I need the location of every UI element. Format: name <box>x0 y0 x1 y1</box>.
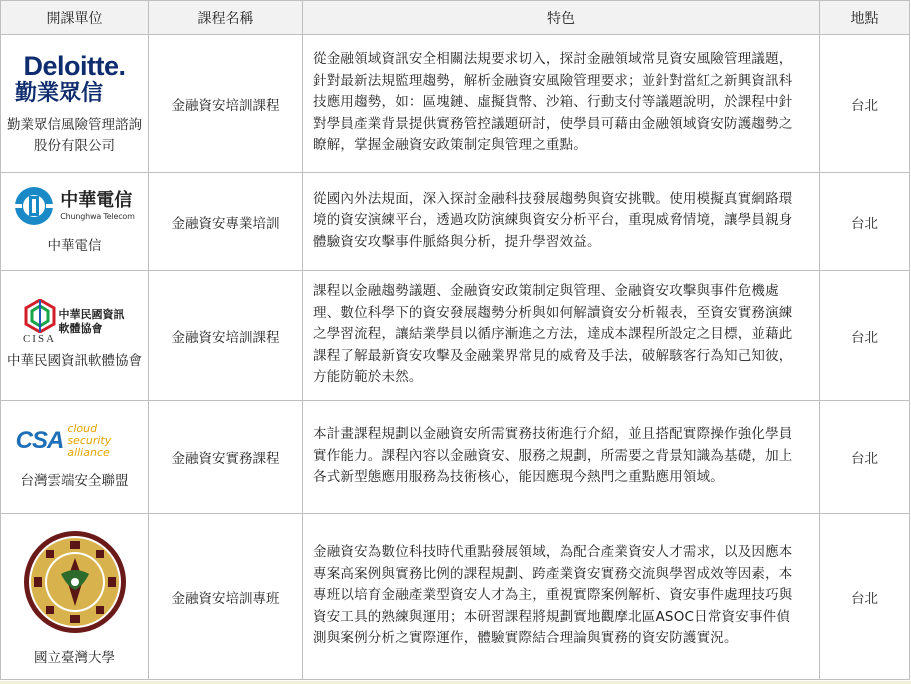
org-name: 勤業眾信風險管理諮詢股份有限公司 <box>7 116 142 154</box>
csa-wordmark: CSA <box>15 426 64 454</box>
org-name: 國立臺灣大學 <box>34 650 115 666</box>
deloitte-wordmark: Deloitte. <box>23 50 126 81</box>
csa-subtext: cloud security alliance <box>67 421 112 459</box>
location: 台北 <box>820 514 910 680</box>
course-name: 金融資安專業培訓 <box>149 173 303 271</box>
org-cell <box>1 35 149 173</box>
ntu-seal-icon <box>23 530 127 634</box>
course-name: 金融資安實務課程 <box>149 401 303 514</box>
table-row <box>1 173 910 271</box>
chunghwa-telecom-icon <box>14 186 54 226</box>
org-cell <box>1 514 149 680</box>
org-name: 中華民國資訊軟體協會 <box>7 353 142 369</box>
location: 台北 <box>820 173 910 271</box>
location: 台北 <box>820 35 910 173</box>
table-row <box>1 35 910 173</box>
org-name: 中華電信 <box>47 238 102 254</box>
csa-logo <box>1 423 148 459</box>
course-name: 金融資安培訓專班 <box>149 514 303 680</box>
location: 台北 <box>820 271 910 401</box>
deloitte-logo <box>1 51 148 107</box>
feature-text: 課程以金融趨勢議題、金融資安政策制定與管理、金融資安攻擊與事件危機處理、數位科學下的資安發展趨勢分析與如何解讀資安分析報表，至資安實務演練之學習流程，讓結業學員以循序漸進之方法，達成本課程所設定之目標，並藉此課程了解最新資安攻擊及金融業界常見的威脅及手法，破解駭客行為知己知彼，方能防範於未然。 <box>303 271 820 401</box>
org-cell <box>1 271 149 401</box>
chunghwa-wordmark: 中華電信 <box>60 190 133 211</box>
feature-text: 本計畫課程規劃以金融資安所需實務技術進行介紹，並且搭配實際操作強化學員實作能力。課程內容以金融資安、服務之規劃，所需要之背景知識為基礎，加上各式新型態應用服務為技術核心，能因應現今熱門之重點應用領域。 <box>303 401 820 514</box>
cisa-chinese-wordmark: 中華民國資訊軟體協會 <box>58 308 125 335</box>
table-row <box>1 514 910 680</box>
course-name: 金融資安培訓課程 <box>149 271 303 401</box>
cisa-logo <box>1 299 148 345</box>
header-feature: 特色 <box>303 1 820 35</box>
course-name: 金融資安培訓課程 <box>149 35 303 173</box>
header-course: 課程名稱 <box>149 1 303 35</box>
header-row <box>1 1 910 35</box>
header-location: 地點 <box>820 1 910 35</box>
deloitte-chinese-wordmark: 勤業眾信 <box>15 80 104 106</box>
chunghwa-telecom-logo <box>1 186 148 226</box>
ntu-seal-logo <box>1 530 148 634</box>
cisa-hexagon-icon <box>23 299 57 333</box>
feature-text: 金融資安為數位科技時代重點發展領域，為配合產業資安人才需求，以及因應本專案高案例與實務比例的課程規劃、跨產業資安實務交流與學習成效等因素，本專班以培育金融產業型資安人才為主，重視實際案例解析、資安事件處理技巧與資安工具的熟練與運用；本研習課程將規劃實地觀摩北區ASOC日常資安事件偵測與案例分析之實際運作，體驗實際結合理論與實務的資安防護實況。 <box>303 514 820 680</box>
feature-text: 從國內外法規面，深入探討金融科技發展趨勢與資安挑戰。使用模擬真實網路環境的資安演練平台，透過攻防演練與資安分析平台，重現威脅情境，讓學員親身體驗資安攻擊事件脈絡與分析，提升學習效益。 <box>303 173 820 271</box>
org-name: 台灣雲端安全聯盟 <box>20 472 129 489</box>
org-cell <box>1 401 149 514</box>
location: 台北 <box>820 401 910 514</box>
cisa-wordmark: CISA <box>22 333 57 345</box>
header-unit: 開課單位 <box>1 1 149 35</box>
org-cell <box>1 173 149 271</box>
table-row <box>1 401 910 514</box>
feature-text: 從金融領域資訊安全相關法規要求切入，探討金融領域常見資安風險管理議題，針對最新法規監理趨勢，解析金融資安風險管理要求；並針對當紅之新興資訊科技應用趨勢，如：區塊鏈、虛擬貨幣、沙箱、行動支付等議題說明，於課程中針對學員產業背景提供實務管控議題研討，使學員可藉由金融領域資安防護趨勢之瞭解，掌握金融資安政策制定與管理之重點。 <box>303 35 820 173</box>
table-row <box>1 271 910 401</box>
chunghwa-english-wordmark: Chunghwa Telecom <box>60 212 135 221</box>
